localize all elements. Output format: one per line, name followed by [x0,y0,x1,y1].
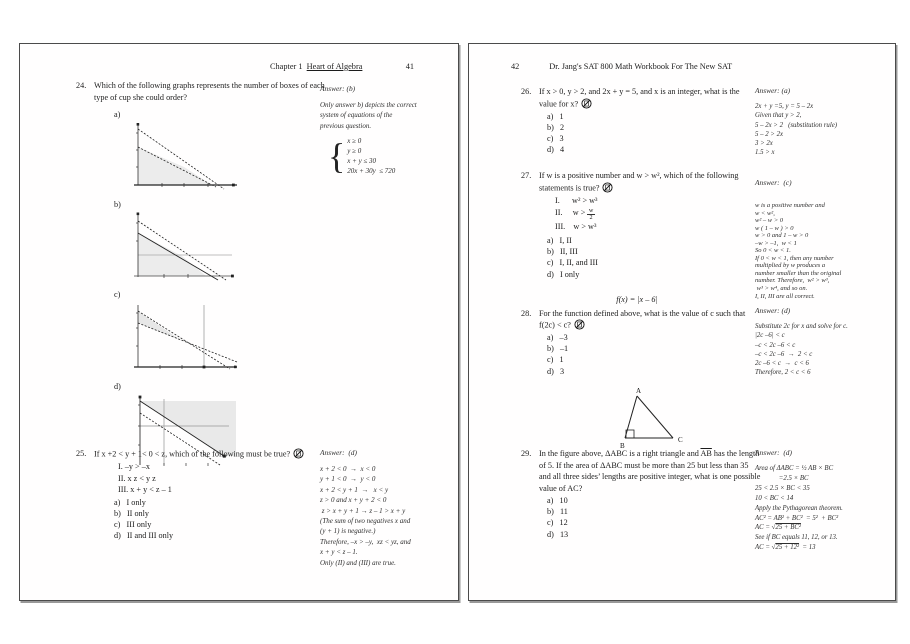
sqrt-result: = 13 [799,544,816,552]
answer-option: a) –3 [547,333,568,342]
solution-sqrt-line [755,523,895,533]
chapter-title: Heart of Algebra [306,62,363,71]
solution-line: 3 > 2x [755,140,773,148]
no-calculator-icon [293,448,304,459]
solution-line: z > x + y + 1 → z – 1 > x + y [320,506,406,515]
system-brace: { [328,136,346,177]
solution-line: system of equations of the [320,111,393,120]
chapter-label: Chapter 1 [270,62,303,71]
vertex-c-label: C [678,436,683,444]
answer-option: c) 3 [547,133,564,143]
solution-line: x + y < z – 1. [320,548,358,557]
answer-option: c) 12 [547,518,568,528]
choice-b-graph [114,199,328,281]
choice-label: b) [114,200,121,209]
left-page [19,43,459,601]
answer-option: d) I only [547,269,580,279]
question-text: If x +2 < y + 1< 0 < z, which of the following must be true? [94,449,291,459]
question-text: For the function defined above, what is the value of c such that f(2c) < c? [539,308,746,330]
answer-title: Answer: (d) [755,448,792,457]
right-page-header [511,62,732,71]
solution-line: See if BC equals 11, 12, or 13. [755,534,838,542]
solution-line: w ( 1 – w ) > 0 [755,224,794,232]
solution-line: (The sum of two negatives x and [320,517,411,526]
graph-c-figure [124,301,246,373]
no-calculator-icon [602,182,613,193]
choice-c-graph [114,289,328,373]
answer-option: d) 13 [547,529,569,539]
solution-line: 10 < BC < 14 [755,494,794,502]
question-number: 25. [76,449,87,458]
solution-line: Area of ΔABC = ½ AB × BC [755,465,834,472]
graph-a-figure [124,121,246,191]
answer-27 [755,178,895,300]
answer-options [114,497,328,542]
choice-label: c) [114,290,121,299]
solution-line: AC² = AB² + BC² = 5² + BC² [755,514,839,522]
question-text: Which of the following graphs represents the number of boxes of each type of cup she could order? [94,81,325,102]
radicand: 25 + BC² [775,524,801,532]
question-text-part1: In the figure above, ΔABC is a right triangle and [539,449,701,458]
answer-option: a) 10 [547,496,568,505]
question-26 [521,86,753,155]
statement-2 [555,207,753,221]
choice-a-graph [114,109,328,191]
answer-title: Answer: (d) [320,448,357,457]
answer-option: a) I only [114,497,146,507]
solution-line: 5 – 2x > 2 (substitution rule) [755,121,837,129]
question-number: 27. [521,171,532,180]
answer-option: a) 1 [547,111,564,121]
statement: II. x z < y z [118,473,156,483]
answer-option: b) II only [114,508,150,518]
choice-label: d) [114,382,121,391]
answer-option: a) I, II [547,235,572,245]
question-27 [521,170,753,280]
solution-line: 2c –6 < c → c < 6 [755,360,809,368]
answer-option: d) II and III only [114,531,174,541]
statement: I. –y > –x [118,462,150,471]
answer-solution [755,322,895,378]
solution-line: 5 – 2 > 2x [755,130,783,138]
answer-29 [755,448,895,553]
solution-line: w < w², [755,209,775,217]
fraction [587,208,594,221]
answer-option: d) 4 [547,145,565,155]
solution-line: number smaller than the original [755,269,842,277]
answer-26 [755,86,891,158]
vertex-a-label: A [636,387,642,395]
answer-option: c) I, II, and III [547,258,598,268]
solution-line: Therefore, 2 < c < 6 [755,369,811,377]
answer-solution [755,464,895,523]
solution-line: w² – w > 0 [755,217,784,225]
statement: III. x + y < z – 1 [118,485,172,495]
choice-label: a) [114,110,121,119]
question-number: 26. [521,87,532,96]
solution-line: x + 2 < 0 → x < 0 [320,465,376,473]
solution-line: |2c –6| < c [755,332,785,340]
solution-line: –c < 2c –6 → 2 < c [755,350,813,358]
solution-line: y + 1 < 0 → y < 0 [320,475,376,484]
sqrt-prefix: AC = √ [755,524,776,532]
answer-solution [755,202,895,300]
answer-title: Answer: (d) [755,306,791,315]
question-24 [76,80,328,475]
solution-sqrt-line [755,543,895,553]
answer-title: Answer: (c) [755,178,792,187]
solution-line: =2.5 × BC [755,474,809,482]
left-page-header [270,62,414,71]
answer-note [320,100,454,131]
question-29 [521,448,761,540]
answer-options [547,235,753,280]
solution-line: –w > –1, w < 1 [755,239,797,247]
statement-3: III. w > w³ [555,222,597,232]
solution-line: z > 0 and x + y + 2 < 0 [320,496,387,505]
solution-line: I, II, III are all correct. [755,292,815,300]
page-number: 42 [511,62,520,71]
roman-statements [118,461,328,496]
solution-line: multiplied by w produces a [755,262,826,270]
statement-2-text: II. w > [555,208,588,218]
statement-1: I. w² > w³ [555,195,598,205]
no-calculator-icon [581,98,592,109]
segment-ab-overline: $\overline{AB}$ [700,449,712,458]
answer-solution [320,464,460,568]
graph-b-figure [124,211,246,281]
solution-line: So 0 < w < 1. [755,247,791,255]
answer-title: Answer: (a) [755,86,791,95]
solution-line: previous question. [320,121,372,130]
solution-line: x + 2 < y + 1 → x < y [320,485,389,494]
solution-line: w is a positive number and [755,202,825,209]
sqrt-prefix: AC = √ [755,544,776,552]
question-number: 28. [521,308,532,318]
solution-line: Only answer b) depicts the correct [320,101,417,109]
solution-line: w³ > w⁴, and so on. [755,285,808,293]
answer-option: b) 11 [547,507,568,517]
answer-24 [320,84,454,176]
question-text-part2: has the length of 5. If the area of ΔABC must be more than 25 but less than 35 and all three sides’ lengths are positive integer, what is one possible value of AC? [539,449,761,493]
answer-options [547,332,753,377]
solution-line: Only (II) and (III) are true. [320,558,396,567]
answer-solution [755,102,891,158]
question-28 [521,294,753,377]
system-line: y ≥ 0 [347,147,362,156]
solution-line: –c < 2c –6 < c [755,341,796,349]
solution-line: w > 0 and 1 – w > 0 [755,232,809,240]
answer-option: b) 2 [547,122,565,132]
question-number: 29. [521,449,532,458]
answer-option: d) 3 [547,366,565,376]
solution-line: Apply the Pythagorean theorem. [755,504,843,512]
solution-line: number. Therefore, w² > w³, [755,277,830,285]
answer-option: b) II, III [547,247,578,257]
solution-line: Given that y > 2, [755,112,802,120]
question-number: 24. [76,81,87,90]
answer-options [547,111,753,156]
book-title: Dr. Jang's SAT 800 Math Workbook For The New SAT [549,62,733,71]
answer-option: c) 1 [547,355,564,365]
fraction-denominator: 2 [589,214,593,222]
given-function: f(x) = |x – 6| [616,295,658,304]
solution-line: Substitute 2c for x and solve for c. [755,323,848,330]
question-text: If w is a positive number and w > w², which of the following statements is true? [539,171,739,192]
vertex-b-label: B [620,442,625,450]
system-line: x + y ≤ 30 [347,157,377,166]
answer-25 [320,448,460,568]
no-calculator-icon [574,319,585,330]
solution-line: (y + 1) is negative.) [320,527,376,536]
solution-line: If 0 < w < 1, then any number [755,254,834,262]
question-text: If x > 0, y > 2, and 2x + y = 5, and x is an integer, what is the value for x? [539,87,740,108]
answer-28 [755,306,895,378]
answer-option: c) III only [114,520,152,530]
right-page [468,43,896,601]
solution-line: 1.5 > x [755,149,775,157]
solution-line: Therefore, –x > –y, xz < yz, and [320,537,411,546]
answer-option: b) –1 [547,344,569,354]
solution-line: 25 < 2.5 × BC < 35 [755,484,810,492]
system-line: 20x + 30y ≤ 720 [347,167,396,176]
equation-system [328,136,454,176]
radicand: 25 + 12² [775,544,800,552]
solution-line: 2x + y =5, y = 5 – 2x [755,103,814,110]
question-25 [76,448,328,542]
answer-title: Answer: (b) [320,84,356,93]
system-line: x ≥ 0 [347,137,362,146]
system-lines [347,136,395,176]
answer-options [547,495,761,540]
fraction-numerator: w [588,206,594,214]
page-number: 41 [405,62,414,71]
